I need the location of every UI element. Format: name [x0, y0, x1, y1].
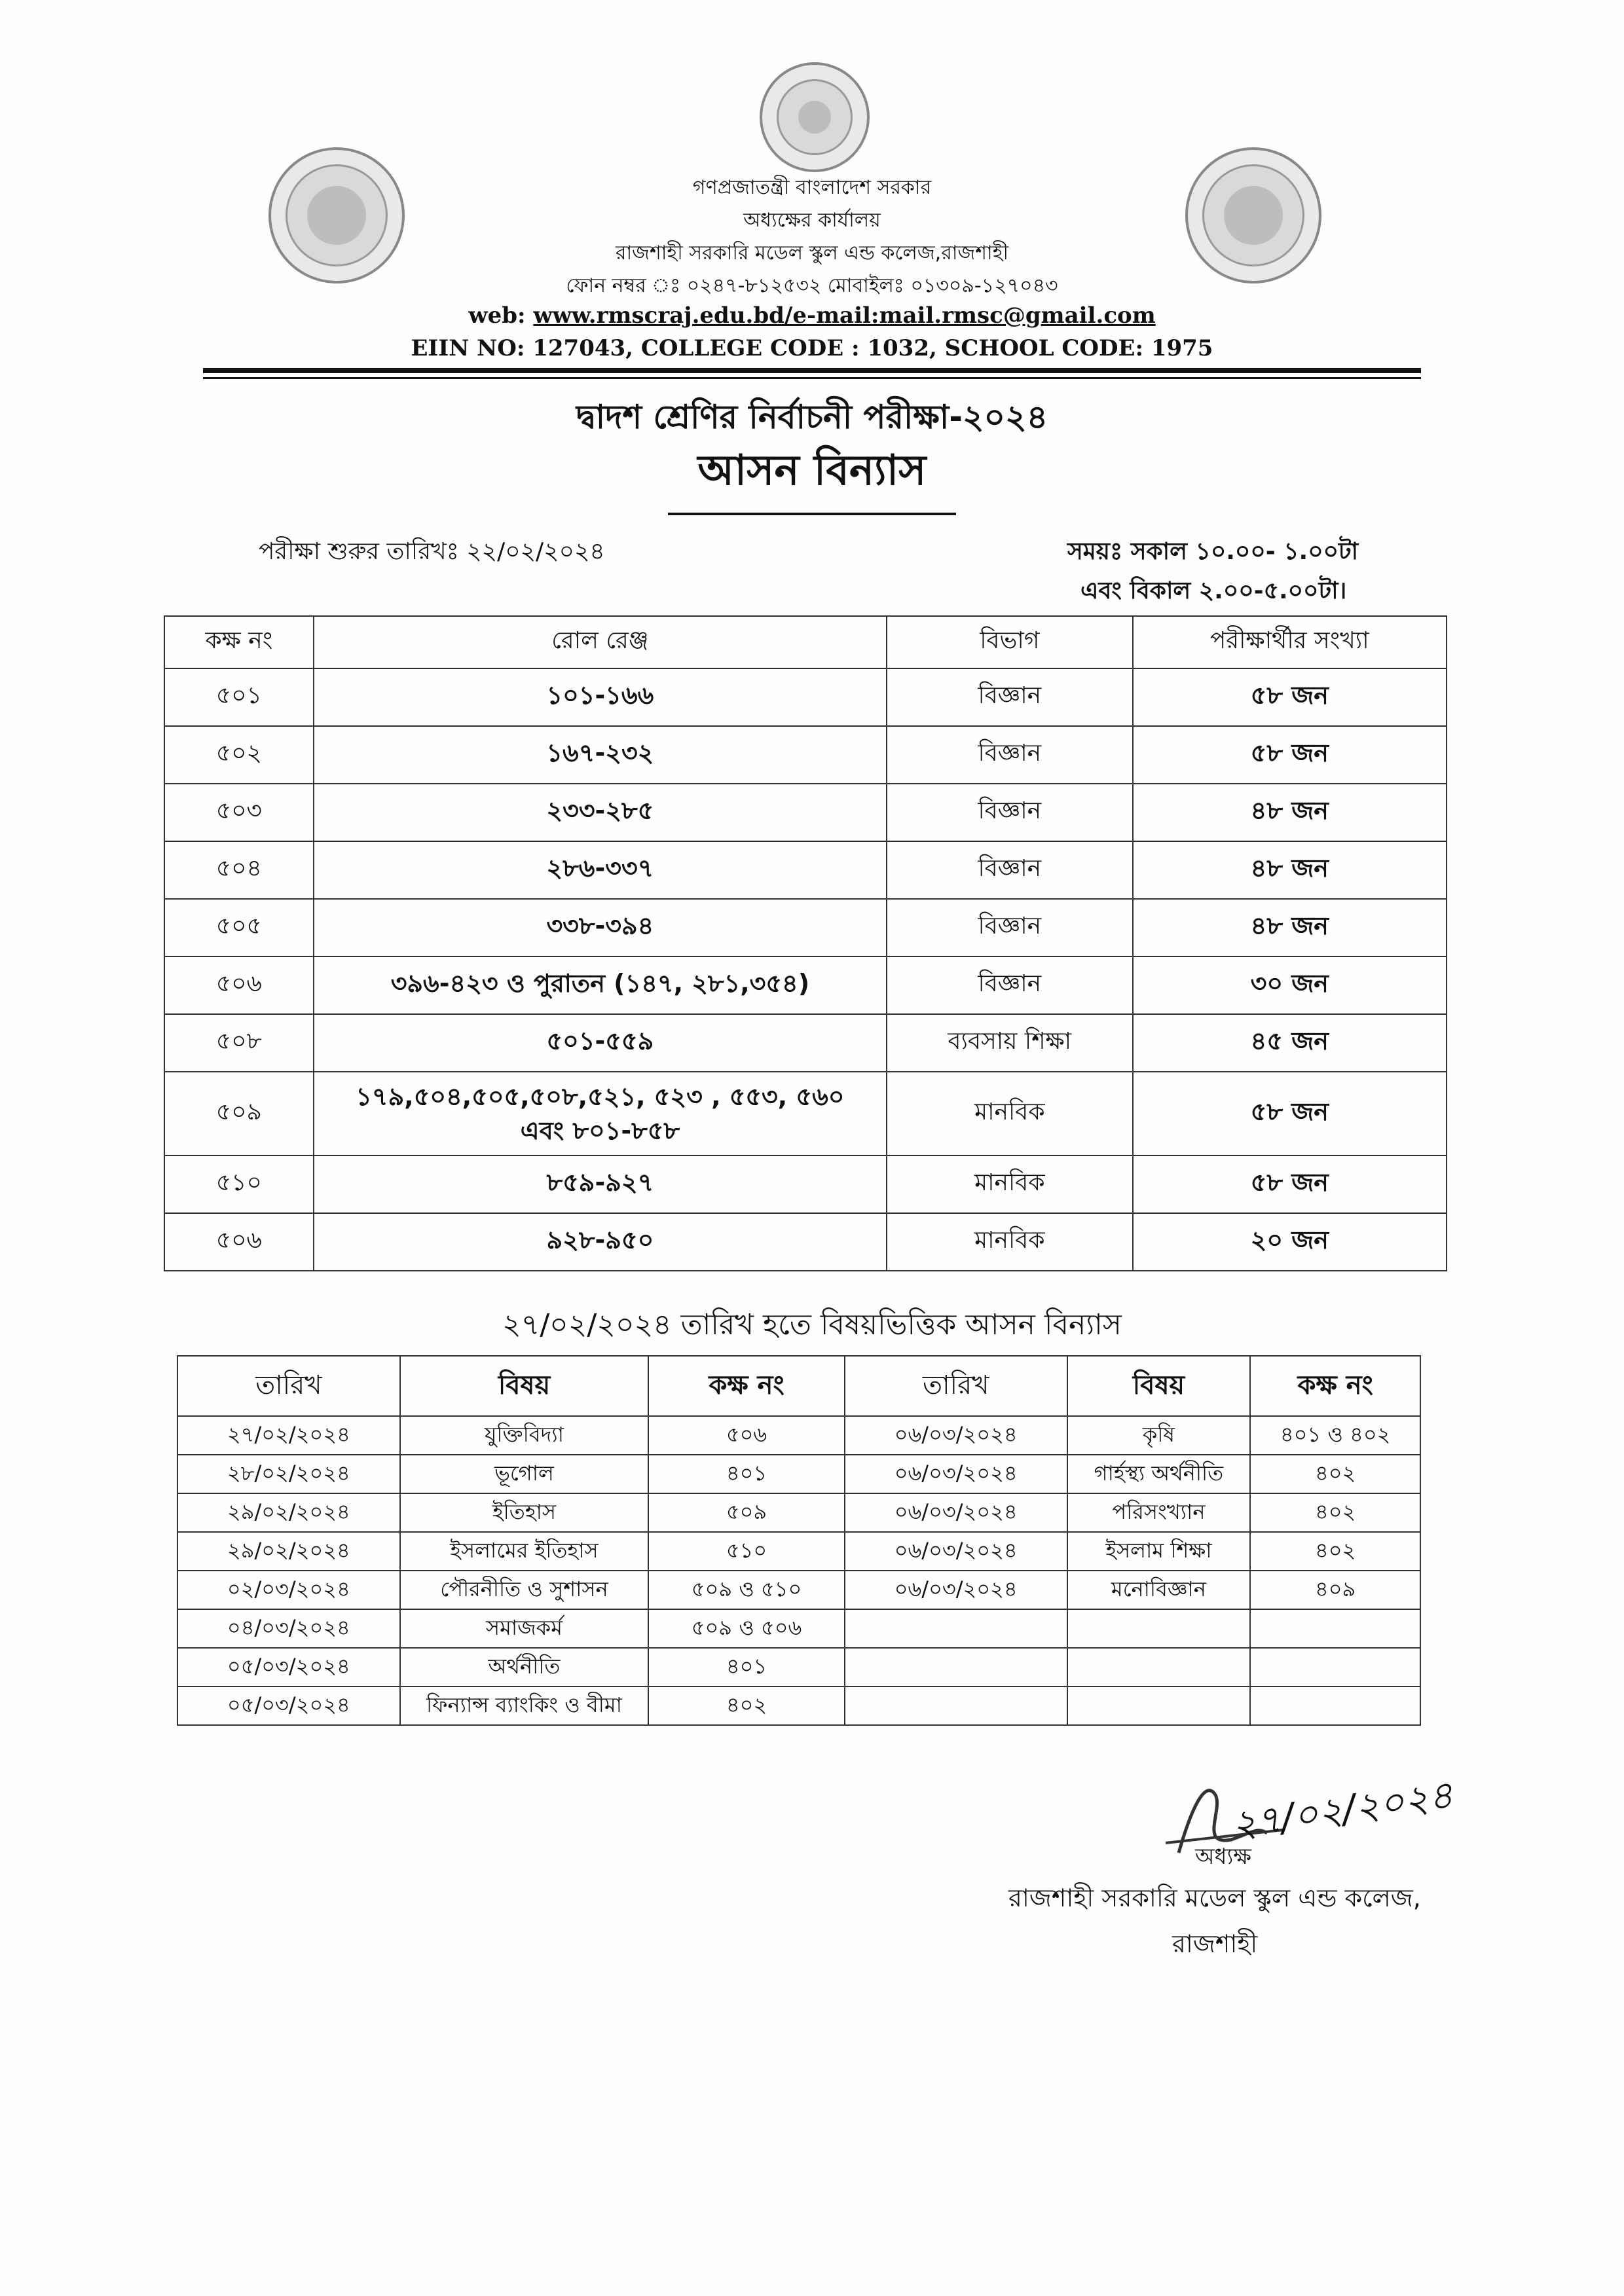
- subject-seat-title: ২৭/০২/২০২৪ তারিখ হতে বিষয়ভিত্তিক আসন বিন্যাস: [502, 1308, 1122, 1341]
- roll-range-cell: ৩৯৬-৪২৩ ও পুরাতন (১৪৭, ২৮১,৩৫৪): [314, 957, 887, 1014]
- subject-cell-2: গার্হস্থ্য অর্থনীতি: [1067, 1455, 1251, 1493]
- date-cell-2: [845, 1609, 1067, 1648]
- header-subject: বিষয়: [400, 1356, 649, 1416]
- table-row: [177, 1455, 1420, 1493]
- header-roll-range: রোল রেঞ্জ: [314, 616, 887, 668]
- subject-cell: অর্থনীতি: [400, 1648, 649, 1686]
- examinee-count-cell: ৪৮ জন: [1133, 841, 1447, 899]
- header-room-no: কক্ষ নং: [648, 1356, 845, 1416]
- department-cell: বিজ্ঞান: [887, 668, 1133, 726]
- signature-city: রাজশাহী: [1172, 1929, 1258, 1958]
- date-cell: ২৭/০২/২০২৪: [177, 1416, 400, 1455]
- roll-range-cell: ১৬৭-২৩২: [314, 726, 887, 784]
- date-cell: ২৯/০২/২০২৪: [177, 1493, 400, 1532]
- header-subject-2: বিষয়: [1067, 1356, 1251, 1416]
- table-row: [164, 841, 1447, 899]
- examinee-count-cell: ৫৮ জন: [1133, 1072, 1447, 1156]
- header-room-no: কক্ষ নং: [164, 616, 314, 668]
- date-cell: ০২/০৩/২০২৪: [177, 1571, 400, 1609]
- examinee-count-cell: ৫৮ জন: [1133, 726, 1447, 784]
- subject-cell-2: মনোবিজ্ঞান: [1067, 1571, 1251, 1609]
- subject-cell-2: ইসলাম শিক্ষা: [1067, 1532, 1251, 1571]
- subject-cell: ইতিহাস: [400, 1493, 649, 1532]
- table-row: [177, 1493, 1420, 1532]
- date-cell-2: ০৬/০৩/২০২৪: [845, 1532, 1067, 1571]
- room-no-cell: ৫০৩: [164, 784, 314, 841]
- roll-range-cell: ২৮৬-৩৩৭: [314, 841, 887, 899]
- date-cell: ০৫/০৩/২০২৪: [177, 1648, 400, 1686]
- room-no-cell-2: ৪০৯: [1250, 1571, 1420, 1609]
- room-no-cell: ৫০৫: [164, 899, 314, 957]
- signature-institution: রাজশাহী সরকারি মডেল স্কুল এন্ড কলেজ,: [1008, 1884, 1421, 1912]
- room-no-cell-2: [1250, 1648, 1420, 1686]
- subject-cell-2: পরিসংখ্যান: [1067, 1493, 1251, 1532]
- subject-cell-2: [1067, 1609, 1251, 1648]
- date-cell-2: ০৬/০৩/২০২৪: [845, 1571, 1067, 1609]
- department-cell: মানবিক: [887, 1072, 1133, 1156]
- room-no-cell-2: ৪০২: [1250, 1455, 1420, 1493]
- header-web: [0, 302, 1624, 329]
- date-cell-2: [845, 1648, 1067, 1686]
- roll-range-cell: ১৭৯,৫০৪,৫০৫,৫০৮,৫২১, ৫২৩ , ৫৫৩, ৫৬০ এবং ৮০১-৮৫৮: [314, 1072, 887, 1156]
- table-row: [164, 668, 1447, 726]
- room-no-cell-2: ৪০১ ও ৪০২: [1250, 1416, 1420, 1455]
- subject-seat-table: [177, 1355, 1421, 1726]
- exam-title: দ্বাদশ শ্রেণির নির্বাচনী পরীক্ষা-২০২৪: [576, 398, 1048, 436]
- room-no-cell: ৫১০: [164, 1156, 314, 1213]
- table-row: [164, 1213, 1447, 1271]
- web-link[interactable]: www.rmscraj.edu.bd/e-mail:mail.rmsc@gmail.com: [533, 302, 1156, 329]
- table-row: [164, 1156, 1447, 1213]
- date-cell-2: [845, 1686, 1067, 1725]
- table-header-row: [164, 616, 1447, 668]
- header-date-2: তারিখ: [845, 1356, 1067, 1416]
- room-no-cell-2: [1250, 1686, 1420, 1725]
- room-no-cell: ৫০২: [164, 726, 314, 784]
- subject-cell: সমাজকর্ম: [400, 1609, 649, 1648]
- examinee-count-cell: ৫৮ জন: [1133, 668, 1447, 726]
- header-codes: EIIN NO: 127043, COLLEGE CODE : 1032, SCHOOL CODE: 1975: [411, 335, 1213, 361]
- room-no-cell: ৫০৬: [164, 957, 314, 1014]
- table-row: [177, 1686, 1420, 1725]
- header-institution: রাজশাহী সরকারি মডেল স্কুল এন্ড কলেজ,রাজশাহী: [615, 242, 1009, 264]
- date-cell-2: ০৬/০৩/২০২৪: [845, 1493, 1067, 1532]
- roll-range-cell: ৩৩৮-৩৯৪: [314, 899, 887, 957]
- signature-date: ২৭/০২/২০২৪: [1228, 1772, 1456, 1848]
- seat-plan-title: আসন বিন্যাস: [668, 439, 956, 515]
- subject-cell: ফিন্যান্স ব্যাংকিং ও বীমা: [400, 1686, 649, 1725]
- room-no-cell-2: ৪০২: [1250, 1493, 1420, 1532]
- table-header-row: [177, 1356, 1420, 1416]
- roll-range-cell: ৮৫৯-৯২৭: [314, 1156, 887, 1213]
- department-cell: বিজ্ঞান: [887, 899, 1133, 957]
- date-cell-2: ০৬/০৩/২০২৪: [845, 1455, 1067, 1493]
- room-no-cell: ৫০৪: [164, 841, 314, 899]
- subject-cell: ভূগোল: [400, 1455, 649, 1493]
- exam-start-date: পরীক্ষা শুরুর তারিখঃ ২২/০২/২০২৪: [259, 538, 605, 565]
- room-no-cell: ৪০২: [648, 1686, 845, 1725]
- header-office: অধ্যক্ষের কার্যালয়: [743, 209, 881, 232]
- subject-cell: যুক্তিবিদ্যা: [400, 1416, 649, 1455]
- table-row: [164, 726, 1447, 784]
- examinee-count-cell: ৩০ জন: [1133, 957, 1447, 1014]
- examinee-count-cell: ৪৫ জন: [1133, 1014, 1447, 1072]
- header-divider-thin: [203, 377, 1421, 379]
- table-row: [164, 1072, 1447, 1156]
- header-examinee-count: পরীক্ষার্থীর সংখ্যা: [1133, 616, 1447, 668]
- room-no-cell: ৪০১: [648, 1648, 845, 1686]
- room-seat-table: [164, 615, 1447, 1271]
- roll-range-cell: ৯২৮-৯৫০: [314, 1213, 887, 1271]
- examinee-count-cell: ২০ জন: [1133, 1213, 1447, 1271]
- department-cell: বিজ্ঞান: [887, 957, 1133, 1014]
- room-no-cell: ৫০৮: [164, 1014, 314, 1072]
- roll-range-cell: ৫০১-৫৫৯: [314, 1014, 887, 1072]
- room-no-cell: ৫০৯: [648, 1493, 845, 1532]
- room-no-cell: ৫০১: [164, 668, 314, 726]
- examinee-count-cell: ৫৮ জন: [1133, 1156, 1447, 1213]
- header-divider: [203, 368, 1421, 373]
- table-row: [164, 1014, 1447, 1072]
- department-cell: বিজ্ঞান: [887, 841, 1133, 899]
- room-no-cell-2: ৪০২: [1250, 1532, 1420, 1571]
- subject-cell: পৌরনীতি ও সুশাসন: [400, 1571, 649, 1609]
- table-row: [177, 1571, 1420, 1609]
- room-no-cell: ৫১০: [648, 1532, 845, 1571]
- date-cell: ২৮/০২/২০২৪: [177, 1455, 400, 1493]
- header-date: তারিখ: [177, 1356, 400, 1416]
- signature-role: অধ্যক্ষ: [1195, 1844, 1251, 1870]
- examinee-count-cell: ৪৮ জন: [1133, 784, 1447, 841]
- room-no-cell-2: [1250, 1609, 1420, 1648]
- room-no-cell: ৫০৬: [164, 1213, 314, 1271]
- room-no-cell: ৫০৯: [164, 1072, 314, 1156]
- department-cell: ব্যবসায় শিক্ষা: [887, 1014, 1133, 1072]
- department-cell: মানবিক: [887, 1213, 1133, 1271]
- web-prefix: web:: [468, 302, 534, 329]
- date-cell-2: ০৬/০৩/২০২৪: [845, 1416, 1067, 1455]
- table-row: [164, 784, 1447, 841]
- room-no-cell: ৪০১: [648, 1455, 845, 1493]
- room-no-cell: ৫০৬: [648, 1416, 845, 1455]
- subject-cell-2: কৃষি: [1067, 1416, 1251, 1455]
- table-row: [164, 899, 1447, 957]
- room-no-cell: ৫০৯ ও ৫০৬: [648, 1609, 845, 1648]
- examinee-count-cell: ৪৮ জন: [1133, 899, 1447, 957]
- exam-time-afternoon: এবং বিকাল ২.০০-৫.০০টা।: [1080, 577, 1347, 604]
- date-cell: ০৫/০৩/২০২৪: [177, 1686, 400, 1725]
- header-room-no-2: কক্ষ নং: [1250, 1356, 1420, 1416]
- room-no-cell: ৫০৯ ও ৫১০: [648, 1571, 845, 1609]
- subject-cell: ইসলামের ইতিহাস: [400, 1532, 649, 1571]
- table-row: [164, 957, 1447, 1014]
- header-contact: ফোন নম্বর ঃ ০২৪৭-৮১২৫৩২ মোবাইলঃ ০১৩০৯-১২৭০৪৩: [566, 274, 1058, 297]
- roll-range-cell: ২৩৩-২৮৫: [314, 784, 887, 841]
- subject-cell-2: [1067, 1686, 1251, 1725]
- exam-time-morning: সময়ঃ সকাল ১০.০০- ১.০০টা: [1067, 538, 1359, 565]
- roll-range-cell: ১০১-১৬৬: [314, 668, 887, 726]
- table-row: [177, 1416, 1420, 1455]
- subject-cell-2: [1067, 1648, 1251, 1686]
- table-row: [177, 1648, 1420, 1686]
- table-row: [177, 1609, 1420, 1648]
- government-seal-icon: [760, 62, 870, 172]
- date-cell: ০৪/০৩/২০২৪: [177, 1609, 400, 1648]
- date-cell: ২৯/০২/২০২৪: [177, 1532, 400, 1571]
- department-cell: বিজ্ঞান: [887, 784, 1133, 841]
- department-cell: মানবিক: [887, 1156, 1133, 1213]
- table-row: [177, 1532, 1420, 1571]
- header-govt: গণপ্রজাতন্ত্রী বাংলাদেশ সরকার: [692, 176, 932, 199]
- department-cell: বিজ্ঞান: [887, 726, 1133, 784]
- header-department: বিভাগ: [887, 616, 1133, 668]
